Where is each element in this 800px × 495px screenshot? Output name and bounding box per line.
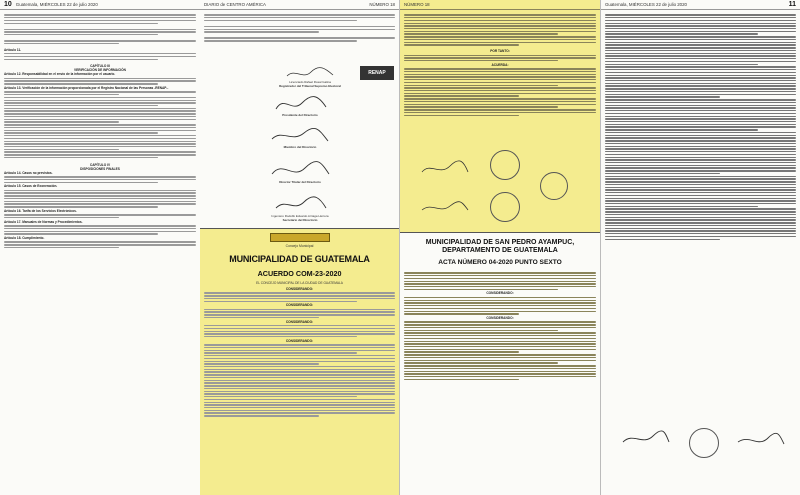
municipal-seal-icon (540, 172, 568, 200)
considerando-heading: CONSIDERANDO: (285, 319, 314, 324)
article-heading: Artículo 16. Tarifa de los Servicios Electrónicos. (4, 208, 77, 213)
notice-subtitle: ACUERDO COM-23-2020 (257, 269, 342, 278)
page-header (200, 0, 399, 10)
right-notice-subtitle: ACTA NÚMERO 04-2020 PUNTO SEXTO (438, 259, 562, 266)
article-heading: Artículo 11. (4, 47, 22, 52)
article-heading: Artículo 18. Cumplimiento. (4, 236, 45, 241)
signatory-name: Ingeniero Rodolfo Eduardo Arriaga Herrera (271, 214, 329, 218)
header-paper: DIARIO de CENTRO AMÉRICA (204, 2, 266, 7)
signature-9 (726, 432, 796, 450)
page-header (601, 0, 800, 10)
considerando-heading: CONSIDERANDO: (486, 316, 514, 321)
right-notice-title: MUNICIPALIDAD DE SAN PEDRO AYAMPUC, DEPARTAMENTO DE GUATEMALA (425, 239, 575, 254)
page-header (0, 0, 200, 10)
considerando-heading: CONSIDERANDO: (285, 303, 314, 308)
regulation-text (204, 13, 395, 73)
municipal-notice (200, 228, 399, 495)
signatory-role: Presidente del Directorio (282, 113, 318, 117)
municipal-seal-icon (490, 150, 520, 180)
municipal-seal-icon (689, 428, 719, 458)
signature-6 (410, 160, 480, 176)
article-heading: Artículo 17. Manuales de Normas y Procedimientos. (4, 219, 83, 224)
header-issue: NÚMERO 18 (369, 2, 395, 7)
header-issue: NÚMERO 18 (404, 2, 430, 7)
signature-scribble-icon (269, 160, 331, 180)
header-date: Guatemala, MIÉRCOLES 22 de julio 2020 (605, 2, 688, 7)
signature-scribble-icon (420, 200, 470, 216)
article-heading: Artículo 13. Verificación de la información proporcionada por el Registro Nacional de las Personas -RENAP-. (4, 85, 169, 90)
municipal-seal-icon (490, 192, 520, 222)
acta-text (605, 13, 796, 241)
chapter-title: DISPOSICIONES FINALES (80, 166, 120, 171)
signature-scribble-icon (272, 95, 328, 113)
chapter-title: VERIFICACIÓN DE INFORMACIÓN (74, 68, 126, 73)
signature-scribble-icon (420, 160, 470, 176)
article-heading: Artículo 14. Casos no previstos. (4, 170, 53, 175)
page-10-left (0, 0, 200, 495)
signatory-role: Miembro del Directorio (283, 145, 317, 149)
chapter-heading: CAPÍTULO III (90, 64, 110, 69)
notice-intro: EL CONCEJO MUNICIPAL DE LA CIUDAD DE GUATEMALA (256, 281, 343, 285)
signature-5 (250, 196, 350, 222)
page-header (400, 0, 600, 10)
signatory-role: Registrador del Tribunal Supremo Electoral (279, 84, 341, 88)
signature-scribble-icon (270, 127, 330, 145)
considerando-heading: CONSIDERANDO: (285, 287, 314, 291)
page-11 (600, 0, 800, 495)
signature-2 (250, 95, 350, 117)
regulation-text (4, 13, 196, 250)
header-date: Guatemala, MIÉRCOLES 22 de julio 2020 (15, 2, 98, 7)
signature-4 (250, 160, 350, 184)
por-tanto-heading: POR TANTO: (490, 49, 510, 54)
acuerda-heading: ACUERDA: (491, 62, 509, 67)
signature-8 (611, 430, 681, 448)
page-10-right (200, 0, 400, 495)
page-number: 10 (4, 1, 12, 8)
signature-7 (410, 200, 480, 216)
signature-scribble-icon (621, 430, 671, 448)
notice-continuation-page (400, 0, 600, 495)
signatory-role: Director Titular del Directorio (279, 180, 321, 184)
right-notice (400, 232, 600, 495)
signature-scribble-icon (272, 196, 328, 214)
signatory-name: Licenciado Rafael Rosal Galina (289, 80, 331, 84)
page-number: 11 (788, 1, 796, 8)
renap-logo: RENAP (360, 66, 394, 80)
chapter-heading: CAPÍTULO IV (89, 162, 111, 167)
signature-1 (270, 66, 350, 88)
article-heading: Artículo 15. Casos de Exoneración. (4, 184, 58, 189)
muni-crest-icon (270, 233, 330, 242)
signatory-role: Secretario del Directorio (282, 218, 318, 222)
signature-scribble-icon (736, 432, 786, 450)
notice-header-label: Concejo Municipal (285, 244, 314, 248)
signature-scribble-icon (285, 66, 335, 80)
considerando-heading: CONSIDERANDO: (285, 338, 314, 343)
article-heading: Artículo 12. Responsabilidad en el envío de la información por el usuario. (4, 72, 116, 77)
notice-title: MUNICIPALIDAD DE GUATEMALA (229, 254, 370, 264)
signature-3 (250, 127, 350, 149)
considerando-heading: CONSIDERANDO: (486, 291, 514, 296)
